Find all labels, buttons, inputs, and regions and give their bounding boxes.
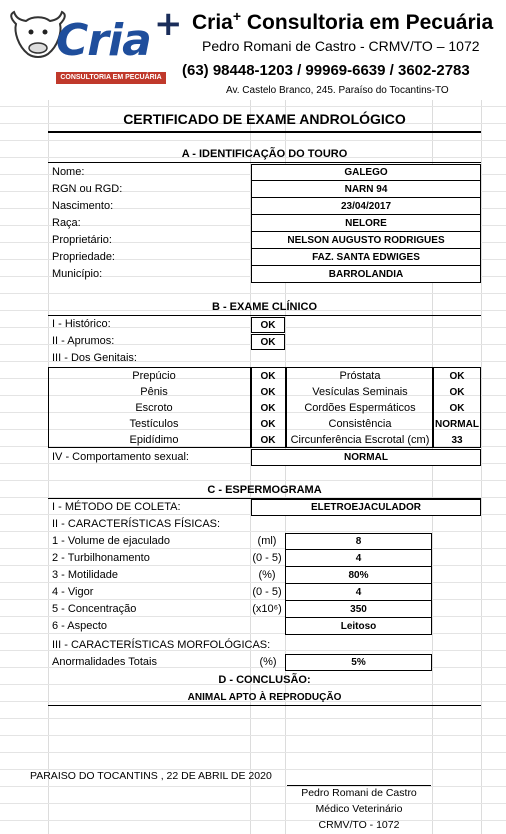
logo-tagline: CONSULTORIA EM PECUÁRIA (56, 72, 166, 84)
conclusion-text: ANIMAL APTO À REPRODUÇÃO (187, 692, 342, 703)
fisica-unit: (0 - 5) (252, 552, 282, 564)
sheet-row-line (0, 140, 506, 141)
company-title (192, 2, 493, 37)
section-d-heading: D - CONCLUSÃO: (218, 674, 311, 686)
genital-label: Testículos (129, 418, 179, 430)
signature-name: Pedro Romani de Castro (301, 787, 417, 799)
company-name: Consultoria em Pecuária (246, 11, 494, 34)
ident-label: Proprietário: (52, 234, 112, 246)
ident-value: BARROLANDIA (251, 266, 481, 283)
conclusion-underline (48, 705, 481, 706)
address: Av. Castelo Branco, 245. Paraíso do Tocantins-TO (226, 85, 449, 96)
genital-label: Epidídimo (129, 434, 179, 446)
logo-plus: + (154, 4, 183, 44)
genital-label: Vesículas Seminais (312, 386, 408, 398)
genitais-table (48, 367, 481, 448)
ident-label: Propriedade: (52, 251, 115, 263)
comportamento-label: IV - Comportamento sexual: (52, 451, 189, 463)
title-underline (48, 131, 481, 133)
metodo-value: ELETROEJACULADOR (251, 499, 481, 516)
sheet-row-line (0, 752, 506, 753)
ident-label: Nascimento: (52, 200, 114, 212)
ident-label: Nome: (52, 166, 85, 178)
signature-title: Médico Veterinário (315, 803, 403, 815)
fisica-value: 4 (285, 584, 432, 601)
genital-label: Cordões Espermáticos (304, 402, 416, 414)
signature-crmv: CRMV/TO - 1072 (318, 819, 400, 831)
logo (4, 4, 186, 88)
place-date: PARAISO DO TOCANTINS , 22 DE ABRIL DE 2020 (30, 770, 272, 782)
fisica-value: 4 (285, 550, 432, 567)
genital-label: Próstata (339, 370, 381, 382)
sheet-row-line (0, 735, 506, 736)
logo-wordmark: Cria (56, 15, 151, 66)
metodo-label: I - MÉTODO DE COLETA: (52, 501, 181, 513)
fisica-label: 1 - Volume de ejaculado (52, 535, 171, 547)
genital-value: OK (260, 402, 276, 414)
sheet-row-line (0, 480, 506, 481)
morfologicas-label: III - CARACTERÍSTICAS MORFOLÓGICAS: (52, 639, 271, 651)
fisica-value: 350 (285, 601, 432, 618)
fisica-label: 3 - Motilidade (52, 569, 119, 581)
vet-line: Pedro Romani de Castro - CRMV/TO – 1072 (202, 38, 480, 54)
comportamento-value: NORMAL (251, 449, 481, 466)
genital-label: Pênis (140, 386, 168, 398)
ident-value: NARN 94 (251, 181, 481, 198)
header (0, 0, 506, 100)
company-plus: + (232, 8, 242, 24)
genitais-label: III - Dos Genitais: (52, 352, 137, 364)
genital-value: OK (260, 434, 276, 446)
sheet-row-line (0, 106, 506, 107)
historico-value: OK (251, 317, 285, 333)
anormalidades-unit: (%) (259, 656, 277, 668)
fisica-unit: (ml) (257, 535, 277, 547)
genital-label: Consistência (328, 418, 392, 430)
genital-label: Escroto (135, 402, 173, 414)
sheet-row-line (0, 718, 506, 719)
section-b-underline (48, 315, 481, 316)
genital-label: Prepúcio (132, 370, 176, 382)
ident-label: RGN ou RGD: (52, 183, 123, 195)
fisica-label: 2 - Turbilhonamento (52, 552, 150, 564)
fisica-unit: (%) (258, 569, 276, 581)
ident-value: FAZ. SANTA EDWIGES (251, 249, 481, 266)
genital-value: OK (260, 418, 276, 430)
fisica-value: 8 (285, 533, 432, 550)
section-a-underline (48, 162, 481, 163)
ident-label: Município: (52, 268, 103, 280)
page-title: CERTIFICADO DE EXAME ANDROLÓGICO (123, 111, 406, 127)
fisicas-label: II - CARACTERÍSTICAS FÍSICAS: (52, 518, 221, 530)
anormalidades-value: 5% (285, 654, 432, 671)
ident-value: 23/04/2017 (251, 198, 481, 215)
sheet-row-line (0, 293, 506, 294)
fisica-label: 5 - Concentração (52, 603, 137, 615)
fisica-unit: (0 - 5) (252, 586, 282, 598)
fisica-label: 4 - Vigor (52, 586, 94, 598)
section-a-heading: A - IDENTIFICAÇÃO DO TOURO (181, 148, 348, 160)
section-c-heading: C - ESPERMOGRAMA (207, 484, 322, 496)
genital-label: Circunferência Escrotal (cm) (290, 434, 430, 446)
historico-label: I - Histórico: (52, 318, 111, 330)
genital-value: 33 (451, 434, 463, 446)
genital-value: OK (449, 402, 465, 414)
ident-value: GALEGO (251, 164, 481, 181)
section-b-heading: B - EXAME CLÍNICO (211, 301, 318, 313)
ident-value: NELSON AUGUSTO RODRIGUES (251, 232, 481, 249)
anormalidades-label: Anormalidades Totais (52, 656, 157, 668)
ident-label: Raça: (52, 217, 81, 229)
fisica-value: 80% (285, 567, 432, 584)
ident-value: NELORE (251, 215, 481, 232)
genital-value: OK (260, 370, 276, 382)
aprumos-value: OK (251, 334, 285, 350)
fisica-label: 6 - Aspecto (52, 620, 108, 632)
fisica-value: Leitoso (285, 618, 432, 635)
company-prefix: Cria (192, 11, 233, 34)
genital-value: OK (260, 386, 276, 398)
genital-value: OK (449, 386, 465, 398)
genital-value: OK (449, 370, 465, 382)
aprumos-label: II - Aprumos: (52, 335, 115, 347)
genital-value: NORMAL (435, 418, 479, 430)
phones: (63) 98448-1203 / 99969-6639 / 3602-2783 (182, 62, 470, 79)
fisica-unit: (x10⁶) (252, 603, 282, 615)
